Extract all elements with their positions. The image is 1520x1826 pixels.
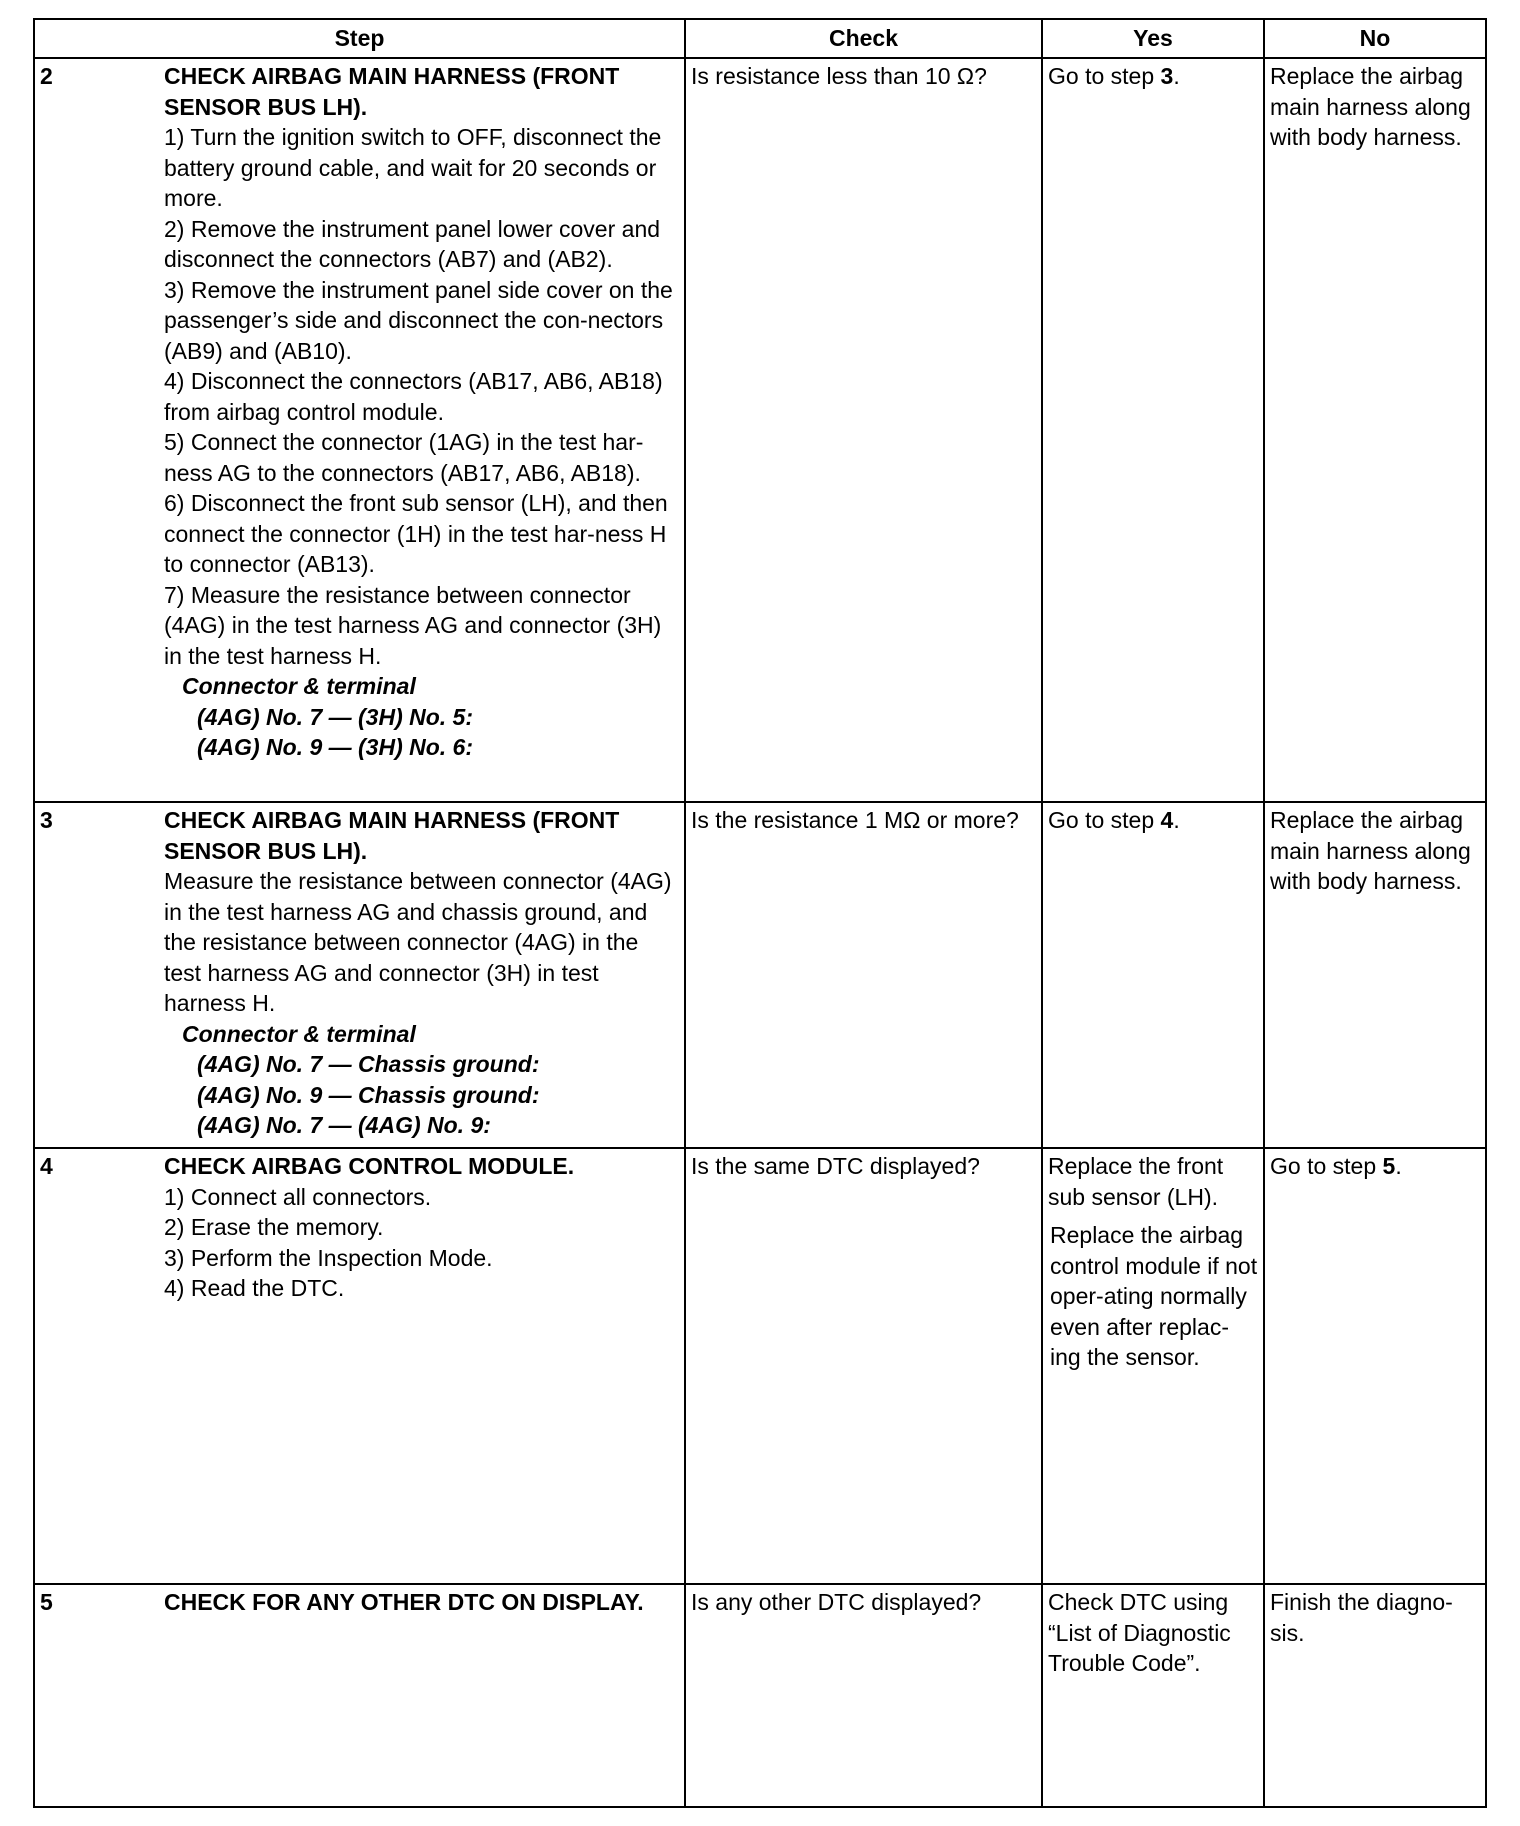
step-instruction: 1) Connect all connectors. <box>164 1183 432 1210</box>
table-row <box>34 1148 1486 1584</box>
no-text: Go to step <box>1270 1153 1377 1179</box>
table-row <box>34 1584 1486 1807</box>
no-cell <box>1264 1148 1486 1584</box>
check-cell: Is the same DTC displayed? <box>685 1148 1042 1584</box>
step-description <box>159 1584 685 1807</box>
no-cell: Replace the airbag main harness along with body harness. <box>1264 58 1486 802</box>
yes-text: Go to step <box>1048 63 1155 89</box>
connector-terminal-value: (4AG) No. 9 — (3H) No. 6: <box>197 734 474 760</box>
step-number: 3 <box>34 802 159 1148</box>
connector-terminal-value: (4AG) No. 7 — Chassis ground: <box>197 1051 540 1077</box>
step-number: 5 <box>34 1584 159 1807</box>
header-yes: Yes <box>1042 19 1264 58</box>
connector-terminal-value: (4AG) No. 7 — (4AG) No. 9: <box>197 1112 491 1138</box>
connector-terminal-value: (4AG) No. 9 — Chassis ground: <box>197 1081 540 1108</box>
yes-end: . <box>1173 807 1180 833</box>
header-step: Step <box>34 19 685 58</box>
yes-text: Replace the front sub sensor (LH). <box>1048 1153 1224 1210</box>
step-instruction: 5) Connect the connector (1AG) in the test har-ness AG to the connectors (AB17, AB6, AB18). <box>164 429 644 486</box>
step-title: CHECK AIRBAG CONTROL MODULE. <box>164 1153 575 1179</box>
step-instruction: 2) Erase the memory. <box>164 1214 384 1240</box>
yes-step-ref: 4 <box>1160 807 1174 833</box>
table-row <box>34 802 1486 1148</box>
step-instruction: 1) Turn the ignition switch to OFF, disconnect the battery ground cable, and wait for 20 seconds or more. <box>164 124 662 211</box>
yes-cell <box>1042 1148 1264 1584</box>
step-instruction: 4) Read the DTC. <box>164 1275 345 1301</box>
step-instruction: 4) Disconnect the connectors (AB17, AB6, AB18) from airbag control module. <box>164 368 663 425</box>
check-cell: Is any other DTC displayed? <box>685 1584 1042 1807</box>
yes-end: . <box>1173 63 1180 89</box>
step-title: CHECK AIRBAG MAIN HARNESS (FRONT SENSOR BUS LH). <box>164 807 620 864</box>
no-end: . <box>1395 1153 1402 1179</box>
step-instruction: 2) Remove the instrument panel lower cover and disconnect the connectors (AB7) and (AB2). <box>164 215 661 272</box>
step-instruction: Measure the resistance between connector (4AG) in the test harness AG and chassis ground, and the resistance between connector (4AG) in the test harness AG and connector (3H) in test harness H. <box>164 868 672 1016</box>
header-check: Check <box>685 19 1042 58</box>
no-cell: Finish the diagno-sis. <box>1264 1584 1486 1807</box>
check-cell: Is resistance less than 10 Ω? <box>685 58 1042 802</box>
step-instruction: 6) Disconnect the front sub sensor (LH), and then connect the connector (1H) in the test har-ness H to connector (AB13). <box>164 490 668 577</box>
step-description <box>159 58 685 802</box>
step-instruction: 3) Remove the instrument panel side cover on the passenger’s side and disconnect the con-nectors (AB9) and (AB10). <box>164 276 673 364</box>
step-title: CHECK AIRBAG MAIN HARNESS (FRONT SENSOR BUS LH). <box>164 63 620 120</box>
connector-terminal-label: Connector & terminal <box>182 1020 416 1047</box>
yes-extra-text: Replace the airbag control module if not oper-ating normally even after replac-ing the sensor. <box>1050 1222 1258 1370</box>
no-step-ref: 5 <box>1382 1153 1396 1179</box>
step-title: CHECK FOR ANY OTHER DTC ON DISPLAY. <box>164 1589 644 1615</box>
step-number: 2 <box>34 58 159 802</box>
connector-terminal-label: Connector & terminal <box>182 673 416 699</box>
check-cell: Is the resistance 1 MΩ or more? <box>685 802 1042 1148</box>
no-cell: Replace the airbag main harness along with body harness. <box>1264 802 1486 1148</box>
step-instruction: 3) Perform the Inspection Mode. <box>164 1244 493 1271</box>
yes-cell: Check DTC using “List of Diagnostic Trouble Code”. <box>1042 1584 1264 1807</box>
step-number: 4 <box>34 1148 159 1584</box>
header-row <box>34 19 1486 58</box>
header-no: No <box>1264 19 1486 58</box>
yes-step-ref: 3 <box>1160 63 1174 89</box>
diagnostic-table <box>33 18 1487 1808</box>
step-description <box>159 802 685 1148</box>
yes-cell <box>1042 58 1264 802</box>
yes-cell <box>1042 802 1264 1148</box>
step-description <box>159 1148 685 1584</box>
yes-text: Go to step <box>1048 807 1155 833</box>
table-row <box>34 58 1486 802</box>
connector-terminal-value: (4AG) No. 7 — (3H) No. 5: <box>197 703 474 730</box>
step-instruction: 7) Measure the resistance between connector (4AG) in the test harness AG and connector (3H) in the test harness H. <box>164 581 662 669</box>
